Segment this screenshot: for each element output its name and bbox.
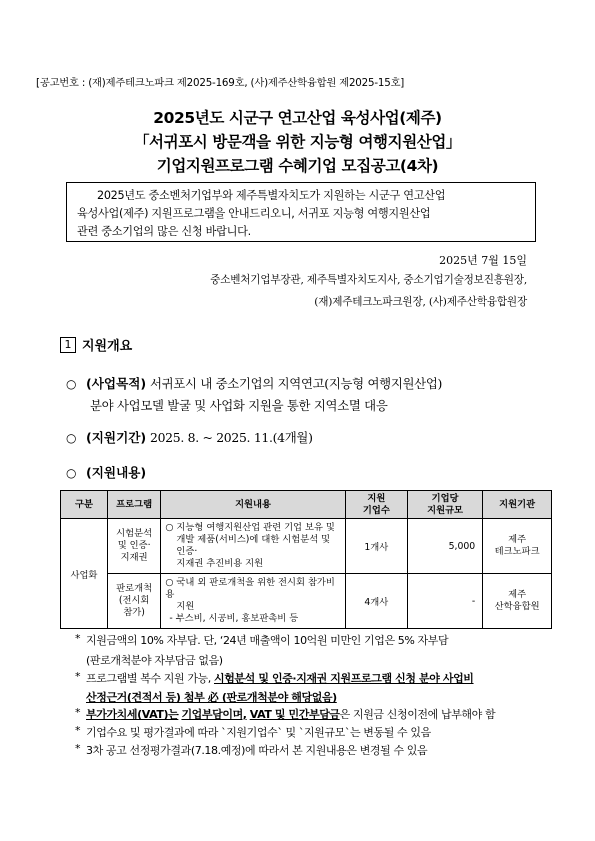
header-org: 지원기관 [483, 491, 552, 519]
purpose-label: (사업목적) [86, 376, 147, 391]
note-1: * 지원금액의 10% 자부담. 단, ‘24년 매출액이 10억원 미만인 기업은 5% 자부담 [75, 632, 449, 647]
scale-cell: - [407, 574, 482, 629]
count-cell: 4개사 [345, 574, 407, 629]
content-label: (지원내용) [86, 465, 147, 480]
issuers-line-1: 중소벤처기업부장관, 제주특별자치도지사, 중소기업기술정보진흥원장, [210, 274, 527, 286]
section-title: 지원개요 [82, 339, 133, 354]
title-line-3: 기업지원프로그램 수혜기업 모집공고(4차) [156, 157, 439, 175]
intro-line-3: 관련 중소기업의 많은 신청 바랍니다. [77, 225, 251, 238]
note-4: * 기업수요 및 평가결과에 따라 `지원기업수` 및 `지원규모`는 변동될 수 있음 [75, 724, 431, 739]
content-heading [66, 462, 146, 481]
org-cell: 제주 테크노파크 [483, 519, 552, 574]
header-count: 지원 기업수 [345, 491, 407, 519]
content-cell: ○ 국내 외 판로개척을 위한 전시회 참가비용 지원 - 부스비, 시공비, 홍보판촉비 등 [161, 574, 345, 629]
header-scale: 기업당 지원규모 [407, 491, 482, 519]
header-category: 구분 [61, 491, 108, 519]
purpose-text-2: 분야 사업모델 발굴 및 사업화 지원을 통한 지역소멸 대응 [90, 398, 388, 413]
program-cell: 판로개척 (전시회 참가) [107, 574, 160, 629]
title-line-1: 2025년도 시군구 연고산업 육성사업(제주) [153, 109, 442, 127]
purpose-text: 서귀포시 내 중소기업의 지역연고(지능형 여행지원산업) [150, 376, 443, 391]
note-5: * 3차 공고 선정평가결과(7.18.예정)에 따라서 본 지원내용은 변경될 수 있음 [75, 742, 428, 757]
note-1-cont: (판로개척분야 자부담금 없음) [86, 654, 223, 667]
announcement-date: 2025년 7월 15일 [439, 254, 527, 267]
period-item [66, 427, 313, 446]
support-table [60, 490, 552, 629]
title-line-2: 「서귀포시 방문객을 위한 지능형 여행지원산업」 [133, 133, 462, 151]
note-3: * 부가가치세(VAT)는 기업부담이며, VAT 및 민간부담금은 지원금 신청이전에 납부해야 함 [75, 706, 496, 721]
purpose-item [66, 373, 442, 392]
bullet-circle: ○ [66, 431, 77, 445]
table-header-row [61, 491, 552, 519]
content-cell: ○ 지능형 여행지원산업 관련 기업 보유 및 개발 제품(서비스)에 대한 시험분석 및 인증· 지재권 추진비용 지원 [161, 519, 345, 574]
note-2: * 프로그램별 복수 지원 가능, 시험분석 및 인증·지재권 지원프로그램 신청 분야 사업비 [75, 670, 474, 685]
count-cell: 1개사 [345, 519, 407, 574]
bullet-circle: ○ [66, 377, 77, 391]
header-content: 지원내용 [161, 491, 345, 519]
org-cell: 제주 산학융합원 [483, 574, 552, 629]
period-label: (지원기간) [86, 430, 147, 445]
intro-line-1: 2025년도 중소벤처기업부와 제주특별자치도가 지원하는 시군구 연고산업 [97, 189, 446, 202]
section-number: 1 [60, 337, 76, 353]
header-program: 프로그램 [107, 491, 160, 519]
intro-line-2: 육성사업(제주) 지원프로그램을 안내드리오니, 서귀포 지능형 여행지원산업 [77, 207, 431, 220]
announcement-number: [공고번호 : (재)제주테크노파크 제2025-169호, (사)제주산학융합원 제2025-15호] [36, 77, 405, 89]
program-cell: 시험분석 및 인증· 지재권 [107, 519, 160, 574]
scale-cell: 5,000 [407, 519, 482, 574]
section-heading [60, 335, 132, 354]
issuers-line-2: (재)제주테크노파크원장, (사)제주산학융합원장 [314, 296, 527, 308]
note-2-cont: 산정근거(견적서 등) 첨부 必 (판로개척분야 해당없음) [86, 691, 337, 704]
table-row [61, 574, 552, 629]
bullet-circle: ○ [66, 466, 77, 480]
period-text: 2025. 8. ~ 2025. 11.(4개월) [150, 430, 313, 445]
table-row [61, 519, 552, 574]
intro-box [66, 182, 536, 242]
category-cell: 사업화 [61, 519, 108, 629]
